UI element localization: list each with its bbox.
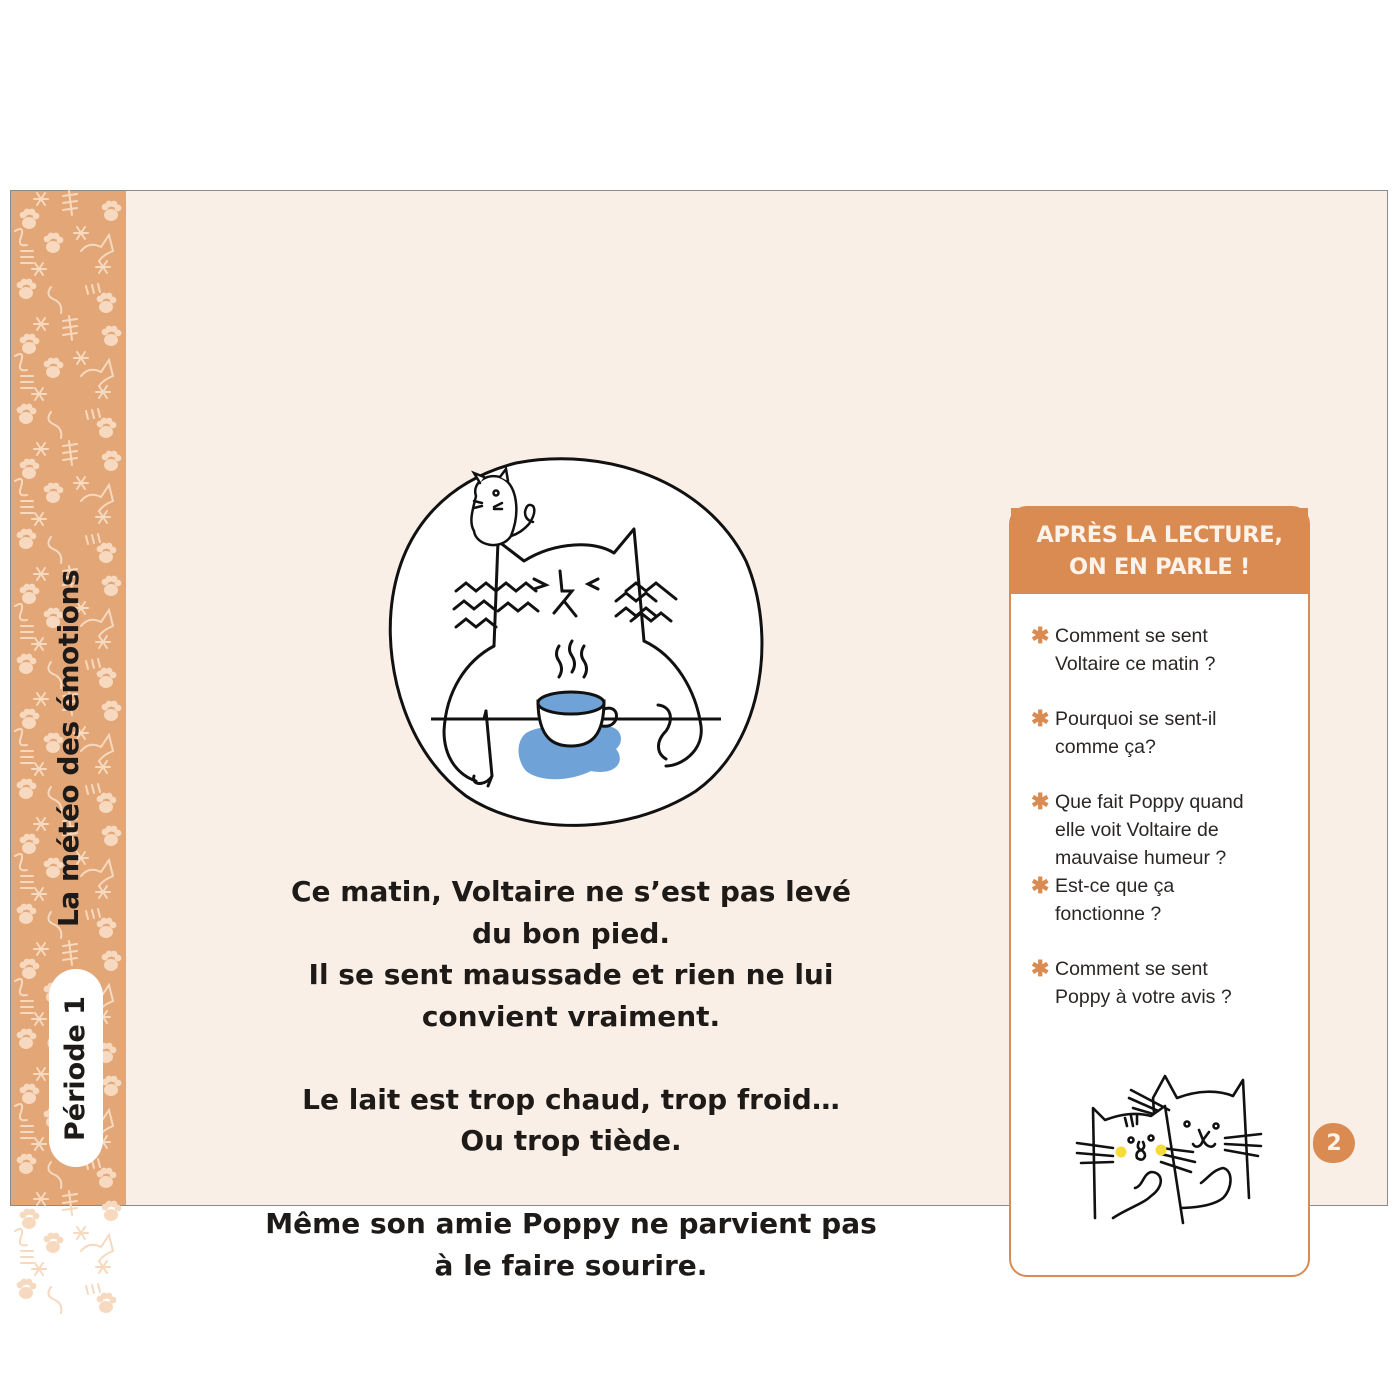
question-line: Comment se sent — [1055, 625, 1208, 647]
sidebar-strip — [11, 191, 126, 1205]
discussion-header-line: APRÈS LA LECTURE, — [1036, 522, 1283, 548]
question-line: fonctionne ? — [1055, 903, 1162, 925]
story-paragraph — [231, 1203, 911, 1286]
asterisk-icon: ✱ — [1031, 956, 1050, 981]
story-line: du bon pied. — [472, 916, 670, 950]
page-number-text: 2 — [1326, 1130, 1342, 1156]
chapter-title-text: La météo des émotions — [52, 569, 86, 927]
grumpy-cat-illustration — [376, 441, 776, 841]
story-line: à le faire sourire. — [434, 1248, 708, 1282]
story-line: convient vraiment. — [421, 999, 721, 1033]
story-paragraph — [231, 871, 911, 1037]
story-line: Même son amie Poppy ne parvient pas — [265, 1207, 877, 1240]
question-line: Que fait Poppy quand — [1055, 791, 1244, 813]
discussion-box — [1009, 506, 1310, 1277]
discussion-header — [1011, 508, 1308, 594]
story-line: Ce matin, Voltaire ne s’est pas levé — [291, 875, 851, 908]
question-line: Pourquoi se sent-il — [1055, 708, 1217, 730]
question-line: mauvaise humeur ? — [1055, 847, 1227, 869]
question-line: elle voit Voltaire de — [1055, 819, 1219, 841]
question-item — [1031, 872, 1296, 928]
story-text — [231, 871, 911, 1286]
question-line: Voltaire ce matin ? — [1055, 653, 1216, 675]
question-line: comme ça? — [1055, 736, 1156, 758]
asterisk-icon: ✱ — [1031, 873, 1050, 898]
question-line: Poppy à votre avis ? — [1055, 986, 1232, 1008]
story-line: Il se sent maussade et rien ne lui — [308, 958, 834, 991]
question-item — [1031, 788, 1296, 872]
story-paragraph — [231, 1079, 911, 1162]
period-label: Période 1 — [60, 995, 92, 1141]
book-page — [10, 190, 1388, 1282]
question-line: Est-ce que ça — [1055, 875, 1175, 897]
story-line: Ou trop tiède. — [460, 1124, 682, 1157]
discussion-header-line: ON EN PARLE ! — [1069, 554, 1250, 580]
question-item — [1031, 622, 1296, 678]
question-item — [1031, 705, 1296, 761]
story-line: Le lait est trop chaud, trop froid… — [302, 1082, 840, 1116]
question-item — [1031, 955, 1296, 1011]
page-number — [1313, 1123, 1355, 1163]
question-list — [1011, 594, 1308, 1011]
asterisk-icon: ✱ — [1031, 706, 1050, 731]
period-badge — [49, 969, 103, 1167]
asterisk-icon: ✱ — [1031, 789, 1050, 814]
cat-coffee-icon — [376, 441, 776, 841]
two-cats-icon — [1073, 1068, 1258, 1233]
asterisk-icon: ✱ — [1031, 623, 1050, 648]
question-line: Comment se sent — [1055, 958, 1208, 980]
chapter-title — [49, 563, 89, 933]
